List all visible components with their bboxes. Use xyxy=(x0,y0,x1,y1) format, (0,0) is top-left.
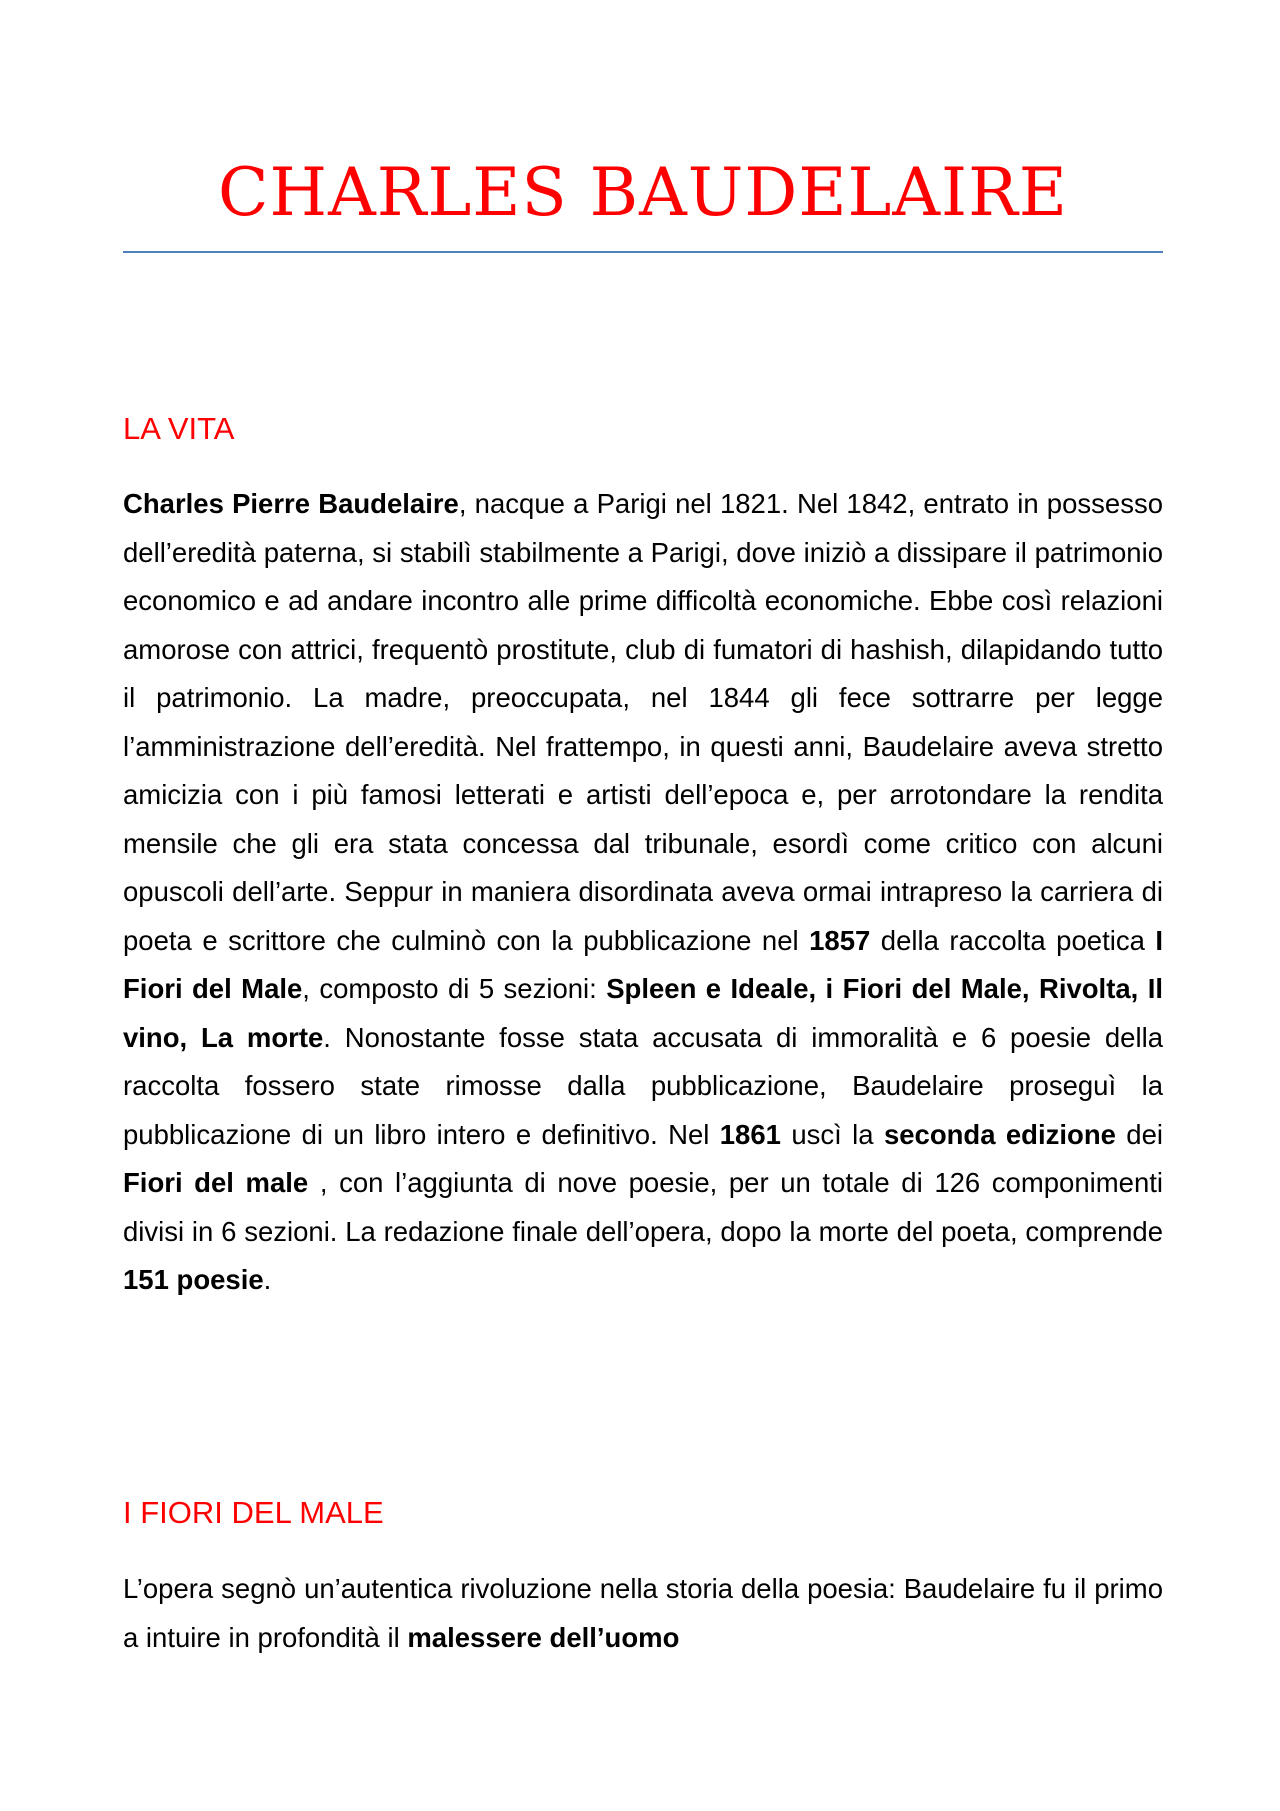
title-underline-rule xyxy=(123,251,1163,253)
paragraph-i-fiori-del-male xyxy=(123,1565,1163,1662)
bold-run: I Fiori del Male xyxy=(123,924,1163,1004)
text-run: L’opera segnò un’autentica rivoluzione nella storia della poesia: Baudelaire fu il primo a intuire in profondità il xyxy=(123,1573,1163,1653)
text-run: . xyxy=(263,1264,272,1295)
text-run: , nacque a Parigi nel 1821. Nel 1842, entrato in possesso dell’eredità paterna, si stabilì stabilmente a Parigi, dove iniziò a dissipare il patrimonio economico e ad andare incontro alle prime difficoltà economiche. Ebbe così relazioni amorose con attrici, frequentò prostitute, club di fumatori di hashish, dilapidando tutto il patrimonio. La madre, preoccupata, nel 1844 gli fece sottrarre per legge l’amministrazione dell’eredità. Nel frattempo, in questi anni, Baudelaire aveva stretto amicizia con i più famosi letterati e artisti dell’epoca e, per arrotondare la rendita mensile che gli era stata concessa dal tribunale, esordì come critico con alcuni opuscoli dell’arte. Seppur in maniera disordinata aveva ormai intrapreso la carriera di poeta e scrittore che culminò con la pubblicazione nel xyxy=(123,488,1163,956)
text-run: uscì la xyxy=(780,1118,884,1150)
text-run: , composto di 5 sezioni: xyxy=(302,973,607,1004)
bold-run: Spleen e Ideale, i Fiori del Male, Rivolta, Il vino, La morte xyxy=(123,973,1163,1053)
bold-run: 151 poesie xyxy=(123,1264,264,1295)
bold-run: 1857 xyxy=(809,924,871,956)
section-heading-i-fiori-del-male: I FIORI DEL MALE xyxy=(123,1495,384,1530)
bold-run: seconda edizione xyxy=(883,1118,1116,1150)
text-run: della raccolta poetica xyxy=(870,924,1156,956)
document-title: CHARLES BAUDELAIRE xyxy=(218,154,1068,231)
bold-run: Charles Pierre Baudelaire xyxy=(123,488,459,519)
bold-run: 1861 xyxy=(719,1118,781,1150)
text-run: dei xyxy=(1115,1118,1164,1150)
bold-run: Fiori del male xyxy=(123,1167,309,1198)
section-heading-la-vita: LA VITA xyxy=(123,411,235,446)
text-run: . Nonostante fosse stata accusata di immoralità e 6 poesie della raccolta fossero state rimosse dalla pubblicazione, Baudelaire proseguì la pubblicazione di un libro intero e definitivo. Nel xyxy=(123,1021,1163,1150)
paragraph-la-vita xyxy=(123,480,1163,1305)
bold-run: malessere dell’uomo xyxy=(407,1621,680,1653)
text-run: , con l’aggiunta di nove poesie, per un totale di 126 componimenti divisi in 6 sezioni. La redazione finale dell’opera, dopo la morte del poeta, comprende xyxy=(123,1167,1163,1247)
